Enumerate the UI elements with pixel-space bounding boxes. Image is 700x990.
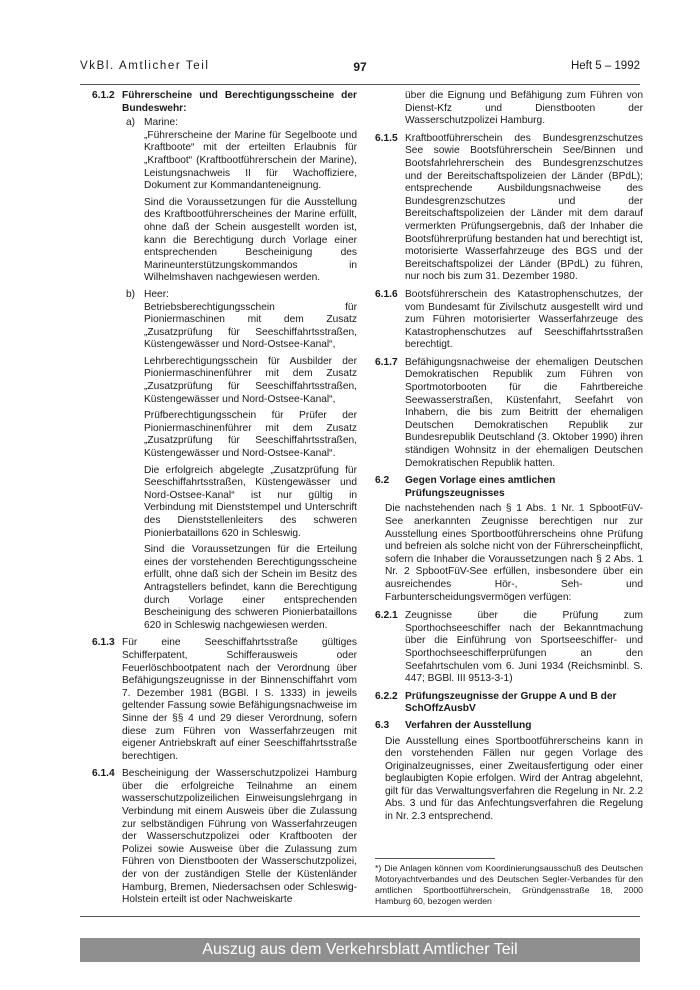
left-column [92, 90, 357, 912]
section-number: 6.2.2 [375, 690, 398, 702]
section-heading: Verfahren der Ausstellung [405, 719, 532, 731]
section-number: 6.3 [375, 719, 390, 731]
section-text: Bescheinigung der Wasserschutzpolizei Hamburg über die erfolgreiche Teilnahme an einem wasserschutzpolizeilichen Einweisungslehrgang in Verbindung mit einem Ausweis über die Zulassung zur selbständigen Führung von Wasserfahrzeugen der Wasserschutzpolizei oder Kraftbooten der Polizei sowie Ausweise über die Zulassung zum Führen von Dienstbooten der Wasserschutzpolizei, der von der zuständigen Stelle der Küstenländer Hamburg, Bremen, Niedersachsen oder Schleswig-Holstein erteilt ist oder Nachweiskarte [122, 768, 357, 906]
paragraph: „Führerscheine der Marine für Segelboote und Kraftboote“ mit der erteilten Erlaubnis für „Kraftboot“ (Kraftbootführerschein der Marine), Leistungsnachweis II für Wachoffiziere, Dokument zur Kommandanteneignung. [144, 129, 357, 192]
section-6-1-4-continued [375, 90, 643, 128]
section-6-2-2-heading [375, 691, 643, 716]
paragraph: Sind die Voraussetzungen für die Ausstellung des Kraftbootführerscheines der Marine erfüllt, ohne daß der Schein ausgestellt worden ist, kann die Berechtigung durch Vorlage einer entsprechenden Bescheinigung des Marineunterstützungskommandos in Wilhelmshaven nachgewiesen werden. [144, 196, 357, 284]
section-6-1-6 [375, 289, 643, 352]
paragraph: Sind die Voraussetzungen für die Erteilung eines der vorstehenden Berechtigungsscheine erfüllt, ohne daß sich der Schein im Besitz des Antragstellers befindet, kann die Berechtigung durch Vorlage einer entsprechenden Bescheinigung des schweren Pionierbataillons 620 in Schleswig nachgewiesen werden. [144, 544, 357, 631]
right-column [375, 90, 643, 907]
subsection-label: a) [126, 117, 136, 129]
section-text: Bootsführerschein des Katastrophenschutzes, der vom Bundesamt für Zivilschutz ausgestellt wird und zum Führen motorisierter Wasserfahrzeuge des Katastrophenschutzes auf Seeschiffahrtsstraßen berechtigt. [405, 288, 643, 351]
section-6-1-2 [92, 90, 357, 632]
section-text: Kraftbootführerschein des Bundesgrenzschutzes See sowie Bootsführerschein See/Binnen und Bootsfahrlehrerschein des Bundesgrenzschutzes und der Bereitschaftspolizeien der Länder (BPdL); entsprechende Ausbildungsnachweise des Bundesgrenzschutzes und der Bereitschaftspolizeien der Länder mit dem darauf vermerkten Prüfungsergebnis, daß der Inhaber die Bootsführerprüfung bestanden hat und berechtigt ist, motorisierte Wasserfahrzeuge des BGS und der Bereitschaftspolizei der Länder (BPdL) zu führen, nur noch bis zum 31. Dezember 1980. [405, 132, 643, 283]
section-heading: Führerscheine und Berechtigungsscheine der Bundeswehr: [122, 90, 357, 114]
section-6-3-text: Die Ausstellung eines Sportbootführerscheins kann in den vorstehenden Fällen nur gegen Vorlage des Originalzeugnisses, einer Zweitausfertigung oder einer beglaubigten Kopie erfolgen. Wird der Antrag abgelehnt, gilt für das Verwaltungsverfahren die Regelung in Nr. 2.2 Abs. 3 und für das Anfechtungsverfahren die Regelung in Nr. 2.3 entsprechend. [385, 735, 643, 823]
subsection-label: b) [126, 288, 136, 300]
section-number: 6.1.2 [92, 90, 115, 101]
footer-rule [80, 916, 640, 917]
section-6-1-7 [375, 357, 643, 470]
paragraph: Betriebsberechtigungsschein für Pioniermaschinen mit dem Zusatz „Zusatzprüfung für Seeschiffahrtsstraßen, Küstengewässer und Nord-Ostsee-Kanal“, [144, 301, 357, 351]
subsection-a [122, 117, 357, 130]
section-number: 6.1.6 [375, 288, 398, 300]
section-heading: Prüfungszeugnisse der Gruppe A und B der SchOffzAusbV [405, 690, 617, 715]
paragraph: Lehrberechtigungsschein für Ausbilder der Pioniermaschinenführer mit dem Zusatz „Zusatzprüfung für Seeschiffahrtsstraßen, Küstengewässer und Nord-Ostsee-Kanal“, [144, 355, 357, 405]
section-6-2-text: Die nachstehenden nach § 1 Abs. 1 Nr. 1 SpbootFüV-See anerkannten Zeugnisse berechtigen nur zur Ausstellung eines Sportbootführerscheins ohne Prüfung und befreien als solche nicht von der Führerscheinpflicht, sofern die Inhaber die Voraussetzungen nach § 2 Abs. 1 Nr. 2 SpbootFüV-See erfüllen, insbesondere über ein ausreichendes Hör-, Seh- und Farbunterscheidungsvermögen verfügen: [385, 503, 643, 603]
section-text: Für eine Seeschiffahrtsstraße gültiges Schifferpatent, Schifferausweis oder Feuerlöschbootpatent nach der Verordnung über Befähigungszeugnisse in der Binnenschiffahrt vom 7. Dezember 1981 (BGBl. I S. 1333) in jeweils geltender Fassung sowie Befähigungsnachweise im Sinne der §§ 4 und 29 dieser Verordnung, sofern diese zum Führen von Wasserfahrzeugen mit eigener Antriebskraft auf einer Seeschiffahrtsstraße berechtigen. [122, 637, 357, 762]
section-6-1-4 [92, 768, 357, 907]
subsection-title: Marine: [144, 117, 178, 129]
page-number: 97 [353, 60, 367, 74]
section-number: 6.1.3 [92, 637, 115, 649]
paragraph: Prüfberechtigungsschein für Prüfer der Pioniermaschinenführer mit dem Zusatz „Zusatzprüfung für Seeschiffahrtsstraßen, Küstengewässer und Nord-Ostsee-Kanal“. [144, 410, 357, 460]
section-number: 6.1.5 [375, 132, 398, 144]
journal-title: VkBl. Amtlicher Teil [80, 60, 210, 72]
issue-label: Heft 5 – 1992 [570, 60, 640, 72]
paragraph: Die erfolgreich abgelegte „Zusatzprüfung für Seeschiffahrtsstraßen, Küstengewässer und Nord-Ostsee-Kanal“ ist nur gültig in Verbindung mit Dienststempel und Unterschrift des Dienststellenleiters des schweren Pionierbataillons 620 in Schleswig. [144, 464, 357, 539]
section-6-1-5 [375, 133, 643, 284]
section-6-2-1 [375, 610, 643, 686]
section-text: Zeugnisse über die Prüfung zum Sporthochseeschiffer nach der Bekanntmachung über die Einführung von Sportseeschiffer- und Sporthochseeschifferprüfungen an den Seefahrtschulen vom 6. Juni 1934 (Reichsminbl. S. 447; BGBl. III 9513-3-1) [405, 610, 643, 685]
footer-banner: Auszug aus dem Verkehrsblatt Amtlicher Teil [80, 938, 640, 962]
section-heading: Gegen Vorlage eines amtlichen Prüfungszeugnisses [405, 475, 556, 499]
section-text: über die Eignung und Befähigung zum Führen von Dienst-Kfz und Dienstbooten der Wasserschutzpolizei Hamburg. [405, 90, 643, 127]
footnote-rule [375, 858, 495, 859]
footnote: *) Die Anlagen können vom Koordinierungsausschuß des Deutschen Motoryachtverbandes und des Deutschen Segler-Verbandes für den amtlichen Sportbootführerschein, Gründgensstraße 18, 2000 Hamburg 60, bezogen werden [375, 862, 643, 906]
page-header [80, 60, 640, 80]
section-text: Befähigungsnachweise der ehemaligen Deutschen Demokratischen Republik zum Führen von Sportmotorbooten für die Fahrtbereiche Seewasserstraßen, Küstenfahrt, Seefahrt von Inhabern, die bis zum Beitritt der ehemaligen Deutschen Demokratischen Republik zur Bundesrepublik Deutschland (3. Oktober 1990) ihren ständigen Wohnsitz in der ehemaligen Deutschen Demokratischen Republik hatten. [405, 356, 643, 469]
section-6-3-heading [375, 720, 643, 733]
section-6-2-heading [375, 475, 643, 500]
section-number: 6.1.7 [375, 356, 398, 368]
section-6-1-3 [92, 637, 357, 763]
header-rule [80, 84, 640, 85]
subsection-title: Heer: [144, 288, 169, 300]
section-number: 6.2.1 [375, 610, 398, 622]
subsection-b [122, 289, 357, 302]
section-number: 6.2 [375, 475, 390, 487]
section-number: 6.1.4 [92, 768, 115, 780]
